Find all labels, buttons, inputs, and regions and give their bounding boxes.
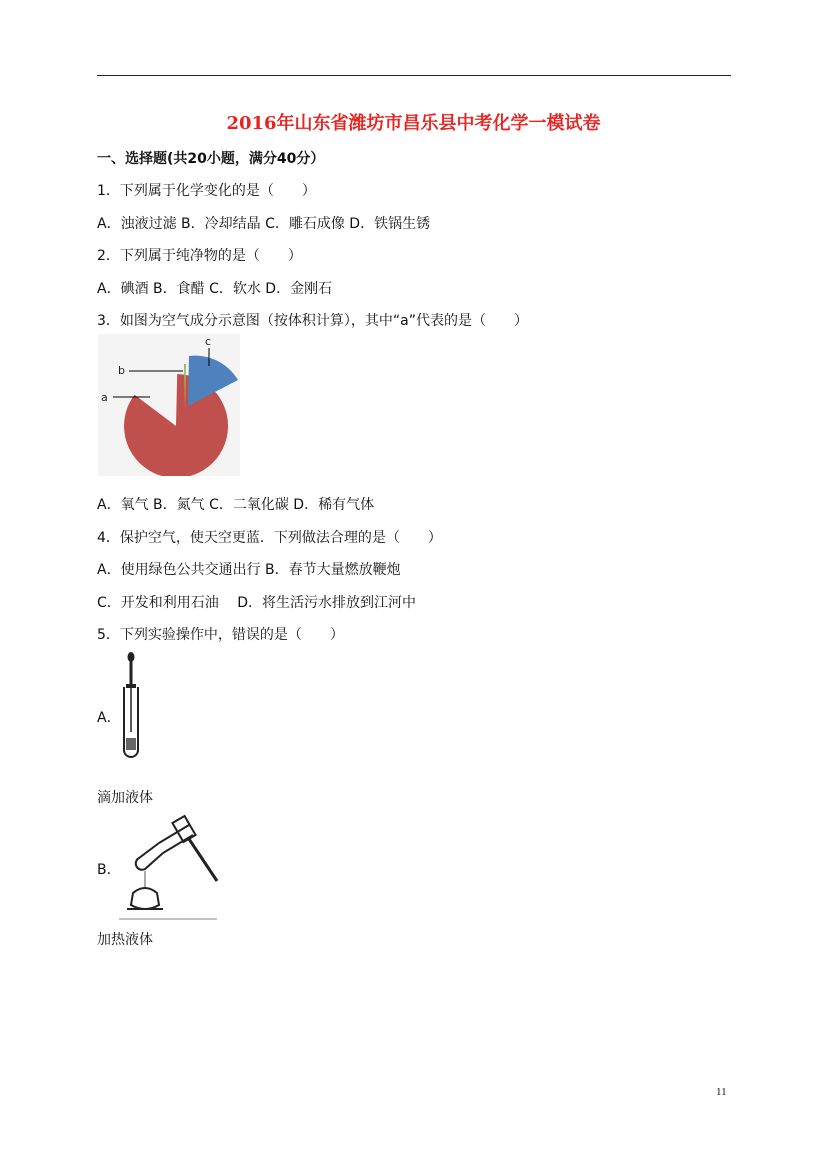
question-5-stem: 5．下列实验操作中，错误的是（ ） [97, 627, 344, 643]
question-5-option-b-caption: 加热液体 [97, 932, 153, 948]
pie-label-a: a [101, 391, 108, 404]
question-5-option-b-label: B． [97, 862, 121, 878]
pie-label-b: b [118, 364, 125, 377]
air-composition-pie-figure [98, 334, 240, 476]
dropper-test-tube-icon [118, 650, 144, 762]
heating-test-tube-icon [119, 813, 219, 921]
page-number: 11 [716, 1086, 727, 1098]
exam-title: 2016年山东省潍坊市昌乐县中考化学一模试卷 [226, 113, 601, 134]
section-heading: 一、选择题(共20小题，满分40分） [97, 151, 325, 167]
question-1-stem: 1．下列属于化学变化的是（ ） [97, 183, 316, 199]
question-3-stem: 3．如图为空气成分示意图（按体积计算），其中“a”代表的是（ ） [97, 313, 528, 329]
question-4-options-line-2: C．开发和利用石油 D．将生活污水排放到江河中 [97, 595, 417, 611]
header-rule [97, 75, 731, 76]
question-2-stem: 2．下列属于纯净物的是（ ） [97, 248, 302, 264]
question-1-options: A．浊液过滤 B．冷却结晶 C．雕石成像 D．铁锅生锈 [97, 216, 431, 232]
question-5-option-a-label: A． [97, 710, 121, 726]
question-4-options-line-1: A．使用绿色公共交通出行 B．春节大量燃放鞭炮 [97, 562, 401, 578]
question-4-stem: 4．保护空气，使天空更蓝．下列做法合理的是（ ） [97, 530, 442, 546]
pie-label-c: c [205, 335, 212, 348]
question-2-options: A．碘酒 B．食醋 C．软水 D．金刚石 [97, 281, 333, 297]
question-3-options: A．氧气 B．氮气 C．二氧化碳 D．稀有气体 [97, 497, 375, 513]
question-5-option-a-caption: 滴加液体 [97, 790, 153, 806]
